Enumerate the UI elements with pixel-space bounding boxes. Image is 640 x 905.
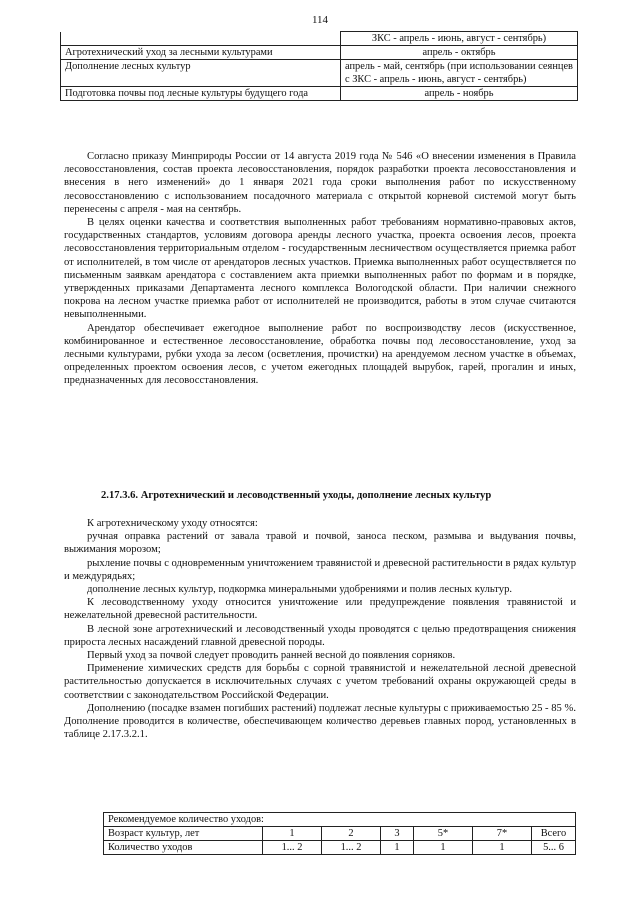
table-row — [61, 32, 578, 46]
activity-cell: Подготовка почвы под лесные культуры будущего года — [61, 87, 341, 101]
paragraph: рыхление почвы с одновременным уничтожением травянистой и древесной растительности в рядах культур и междурядьях; — [64, 557, 576, 582]
table-caption: Рекомендуемое количество уходов: — [104, 813, 576, 827]
period-cell: апрель - октябрь — [341, 46, 578, 60]
paragraph: В лесной зоне агротехнический и лесоводственный уходы проводятся с целью предотвращения снижения прироста лесных насаждений главной древесной породы. — [64, 623, 576, 648]
period-cell: ЗКС - апрель - июнь, август - сентябрь) — [341, 32, 578, 46]
body-text-bottom — [64, 517, 576, 741]
table-cell: 5* — [414, 827, 473, 841]
period-cell: апрель - ноябрь — [341, 87, 578, 101]
table-cell: 2 — [322, 827, 381, 841]
table-row — [61, 60, 578, 87]
table-row — [61, 46, 578, 60]
table-row — [104, 813, 576, 827]
table-cell: 3 — [381, 827, 414, 841]
row-label: Количество уходов — [104, 841, 263, 855]
activity-cell — [61, 32, 341, 46]
care-count-table — [103, 812, 576, 855]
table-cell: 1 — [473, 841, 532, 855]
table-cell: 5... 6 — [532, 841, 576, 855]
table-cell: 7* — [473, 827, 532, 841]
paragraph: ручная оправка растений от завала травой и почвой, заноса песком, размыва и выдувания почвы, выжимания морозом; — [64, 531, 576, 556]
section-heading: 2.17.3.6. Агротехнический и лесоводственный уходы, дополнение лесных культур — [101, 490, 492, 501]
table-row — [61, 87, 578, 101]
activity-cell: Дополнение лесных культур — [61, 60, 341, 87]
paragraph: Согласно приказу Минприроды России от 14 августа 2019 года № 546 «О внесении изменения в Правила лесовосстановления, состав проекта лесовосстановления, порядок разработки проекта лесовосстановления и внесения в него изменений» до 1 января 2021 года сроки выполнения работ по искусственному лесовосстановлению с использованием посадочного материала с открытой корневой системой могут быть перенесены с апреля - мая на сентябрь. — [64, 151, 576, 215]
table-row — [104, 827, 576, 841]
table-row — [104, 841, 576, 855]
table-cell: 1 — [263, 827, 322, 841]
paragraph: Дополнению (посадке взамен погибших растений) подлежат лесные культуры с приживаемостью 25 - 85 %. Дополнение проводится в количестве, обеспечивающем количество деревьев главных пород, установленных в таблице 2.17.3.2.1. — [64, 702, 576, 741]
paragraph: Первый уход за почвой следует проводить ранней весной до появления сорняков. — [87, 650, 456, 662]
paragraph: К лесоводственному уходу относится уничтожение или предупреждение появления травянистой и нежелательной древесной растительности. — [64, 597, 576, 622]
paragraph: Применение химических средств для борьбы с сорной травянистой и нежелательной лесной древесной растительностью допускается в исключительных случаях с учетом требований охраны окружающей среды в соответствии с законодательством Российской Федерации. — [64, 663, 576, 701]
table-cell: 1... 2 — [322, 841, 381, 855]
page-number: 114 — [311, 14, 329, 26]
table-cell: 1 — [414, 841, 473, 855]
activity-cell: Агротехнический уход за лесными культурами — [61, 46, 341, 60]
table-cell: 1 — [381, 841, 414, 855]
table-cell: 1... 2 — [263, 841, 322, 855]
table-cell: Всего — [532, 827, 576, 841]
body-text-top — [64, 150, 576, 388]
paragraph: В целях оценки качества и соответствия выполненных работ требованиям нормативно-правовых актов, государственных стандартов, условиям договора аренды лесного участка, проекта освоения лесов, проекта лесовосстановления территориальным отделом - государственным лесничеством осуществляется приемка работ от исполнителей, в том числе от арендаторов лесных участков. Приемка выполненных работ осуществляется по письменным заявкам арендатора с составлением акта приемки выполненных работ по формам и в порядке, утвержденных приказами Департамента лесного комплекса Вологодской области. При наличии снежного покрова на лесном участке приемка работ от исполнителей не производится, работы в этом случае считаются невыполненными. — [64, 217, 576, 321]
work-schedule-table — [60, 31, 578, 101]
paragraph: Арендатор обеспечивает ежегодное выполнение работ по воспроизводству лесов (искусственное, комбинированное и естественное лесовосстановление, обработка почвы под лесовосстановление, уход за лесными культурами, рубки ухода за лесом (осветления, прочистки) на арендуемом лесном участке в объемах, определенных проектом освоения лесов, с учетом ежегодных площадей вырубок, гарей, прогалин и иных, предназначенных для лесовосстановления. — [64, 322, 576, 387]
paragraph: К агротехническому уходу относятся: — [87, 518, 258, 529]
paragraph: дополнение лесных культур, подкормка минеральными удобрениями и полив лесных культур. — [87, 584, 513, 596]
row-label: Возраст культур, лет — [104, 827, 263, 841]
period-cell: апрель - май, сентябрь (при использовании сеянцев с ЗКС - апрель - июнь, август - сентябрь) — [341, 60, 578, 87]
